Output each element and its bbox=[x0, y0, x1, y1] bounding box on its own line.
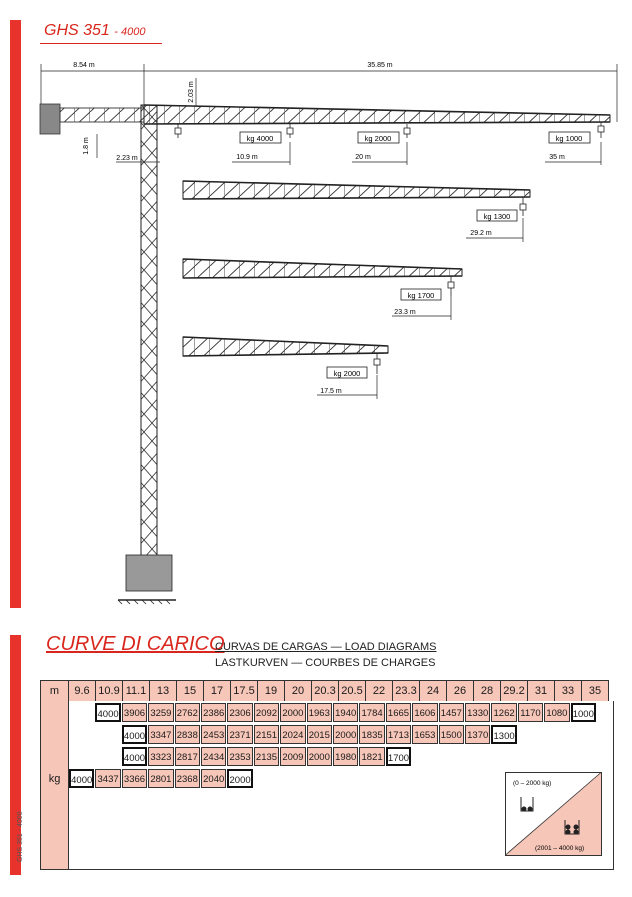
dist-cell: 19 bbox=[258, 681, 285, 702]
dist-cell: 15 bbox=[177, 681, 204, 702]
legend-double: (2001 – 4000 kg) bbox=[535, 845, 585, 852]
load-value-cell: 2762 bbox=[175, 703, 200, 722]
load-value-cell: 1980 bbox=[333, 747, 358, 766]
load-value-cell: 2371 bbox=[227, 725, 252, 744]
load-value-cell: 2386 bbox=[201, 703, 226, 722]
dim-left: 1.8 m bbox=[83, 137, 90, 155]
model-capacity: 4000 bbox=[121, 26, 146, 38]
load-value-cell: 2135 bbox=[254, 747, 279, 766]
load-value-cell: 2000 bbox=[227, 769, 252, 788]
load-value-cell: 1653 bbox=[412, 725, 437, 744]
load-value-cell: 1000 bbox=[571, 703, 596, 722]
dist-cell: 17 bbox=[204, 681, 231, 702]
dist-10-9: 10.9 m bbox=[236, 154, 258, 161]
dist-cell: 31 bbox=[528, 681, 555, 702]
dist-cell: 24 bbox=[420, 681, 447, 702]
curve-subtitle-1: CURVAS DE CARGAS — LOAD DIAGRAMS bbox=[215, 641, 437, 653]
dist-20: 20 m bbox=[355, 154, 371, 161]
model-name: GHS 351 bbox=[44, 22, 110, 39]
dist-cell: 22 bbox=[366, 681, 393, 702]
load-value-cell: 2009 bbox=[280, 747, 305, 766]
load-value-cell: 3323 bbox=[148, 747, 173, 766]
load-kg-1000: kg 1000 bbox=[555, 134, 583, 143]
dist-cell: 23.3 bbox=[393, 681, 420, 702]
load-value-cell: 1300 bbox=[491, 725, 516, 744]
dist-cell: 13 bbox=[150, 681, 177, 702]
jib-variant-17-5 bbox=[183, 337, 388, 399]
curve-title: CURVE DI CARICO bbox=[46, 633, 225, 655]
load-kg-1700: kg 1700 bbox=[407, 291, 435, 300]
load-value-cell: 1963 bbox=[307, 703, 332, 722]
dim-base: 2.23 m bbox=[116, 155, 138, 162]
page-title: GHS 351 - 4000 bbox=[44, 22, 146, 39]
load-value-cell: 2306 bbox=[227, 703, 252, 722]
dist-cell: 28 bbox=[474, 681, 501, 702]
side-model-label: GHS 351 - 4000 bbox=[17, 811, 24, 862]
load-value-cell: 2453 bbox=[201, 725, 226, 744]
dist-cell: 20.3 bbox=[312, 681, 339, 702]
load-value-cell: 1170 bbox=[518, 703, 543, 722]
load-value-cell: 1080 bbox=[544, 703, 569, 722]
load-value-cell: 2040 bbox=[201, 769, 226, 788]
load-value-cell: 1262 bbox=[491, 703, 516, 722]
tower-base-ballast bbox=[126, 555, 172, 591]
load-value-cell: 1330 bbox=[465, 703, 490, 722]
dist-cell: 20.5 bbox=[339, 681, 366, 702]
curve-subtitle-2: LASTKURVEN — COURBES DE CHARGES bbox=[215, 657, 436, 669]
load-value-cell: 2353 bbox=[227, 747, 252, 766]
distance-row bbox=[41, 681, 609, 702]
load-value-cell: 1665 bbox=[386, 703, 411, 722]
load-value-cell: 2801 bbox=[148, 769, 173, 788]
counterweight bbox=[40, 104, 60, 134]
load-value-cell: 3366 bbox=[122, 769, 147, 788]
load-value-cell: 2368 bbox=[175, 769, 200, 788]
load-value-cell: 2000 bbox=[333, 725, 358, 744]
load-value-cell: 2015 bbox=[307, 725, 332, 744]
load-value-cell: 4000 bbox=[95, 703, 120, 722]
load-value-cell: 1784 bbox=[359, 703, 384, 722]
load-kg-1300: kg 1300 bbox=[483, 212, 511, 221]
load-value-cell: 2838 bbox=[175, 725, 200, 744]
kg-label-column bbox=[41, 701, 69, 869]
load-value-cell: 3259 bbox=[148, 703, 173, 722]
legend-single: (0 – 2000 kg) bbox=[513, 780, 552, 787]
dist-35: 35 m bbox=[549, 154, 565, 161]
tower bbox=[118, 105, 176, 604]
load-value-cell: 2092 bbox=[254, 703, 279, 722]
dist-cell: 10.9 bbox=[96, 681, 123, 702]
dim-jib-total: 35.85 m bbox=[367, 62, 393, 69]
load-value-cell: 4000 bbox=[122, 725, 147, 744]
load-table bbox=[40, 680, 609, 702]
dim-head: 2.03 m bbox=[188, 81, 195, 103]
load-kg-2000: kg 2000 bbox=[364, 134, 392, 143]
dist-cell: 29.2 bbox=[501, 681, 528, 702]
dist-23-3: 23.3 m bbox=[394, 309, 416, 316]
dist-17-5: 17.5 m bbox=[320, 388, 342, 395]
dist-29-2: 29.2 m bbox=[470, 230, 492, 237]
load-value-cell: 2000 bbox=[280, 703, 305, 722]
load-value-cell: 2817 bbox=[175, 747, 200, 766]
legend-box bbox=[505, 772, 602, 856]
dist-cell: 9.6 bbox=[69, 681, 96, 702]
dist-cell: 20 bbox=[285, 681, 312, 702]
load-value-cell: 2151 bbox=[254, 725, 279, 744]
load-kg-4000: kg 4000 bbox=[246, 134, 274, 143]
dist-cell: 35 bbox=[582, 681, 609, 702]
load-value-cell: 3906 bbox=[122, 703, 147, 722]
load-value-cell: 2024 bbox=[280, 725, 305, 744]
load-value-cell: 1370 bbox=[465, 725, 490, 744]
load-value-cell: 1940 bbox=[333, 703, 358, 722]
load-value-cell: 1713 bbox=[386, 725, 411, 744]
dist-cell: 26 bbox=[447, 681, 474, 702]
load-value-cell: 1457 bbox=[439, 703, 464, 722]
load-value-cell: 1500 bbox=[439, 725, 464, 744]
jib-variant-23-3 bbox=[183, 259, 462, 320]
main-jib bbox=[144, 105, 610, 124]
load-value-cell: 4000 bbox=[122, 747, 147, 766]
dim-counter-jib: 8.54 m bbox=[73, 62, 95, 69]
load-value-cell: 2000 bbox=[307, 747, 332, 766]
load-value-cell: 1821 bbox=[359, 747, 384, 766]
load-value-cell: 1700 bbox=[386, 747, 411, 766]
load-value-cell: 3437 bbox=[95, 769, 120, 788]
load-value-cell: 4000 bbox=[69, 769, 94, 788]
dist-cell: 17.5 bbox=[231, 681, 258, 702]
unit-kg: kg bbox=[48, 773, 61, 785]
dist-cell: 33 bbox=[555, 681, 582, 702]
unit-m: m bbox=[41, 681, 69, 702]
load-kg-2000-short: kg 2000 bbox=[333, 369, 361, 378]
load-value-cell: 3347 bbox=[148, 725, 173, 744]
load-value-cell: 1835 bbox=[359, 725, 384, 744]
load-value-cell: 2434 bbox=[201, 747, 226, 766]
load-value-cell: 1606 bbox=[412, 703, 437, 722]
dist-cell: 11.1 bbox=[123, 681, 150, 702]
